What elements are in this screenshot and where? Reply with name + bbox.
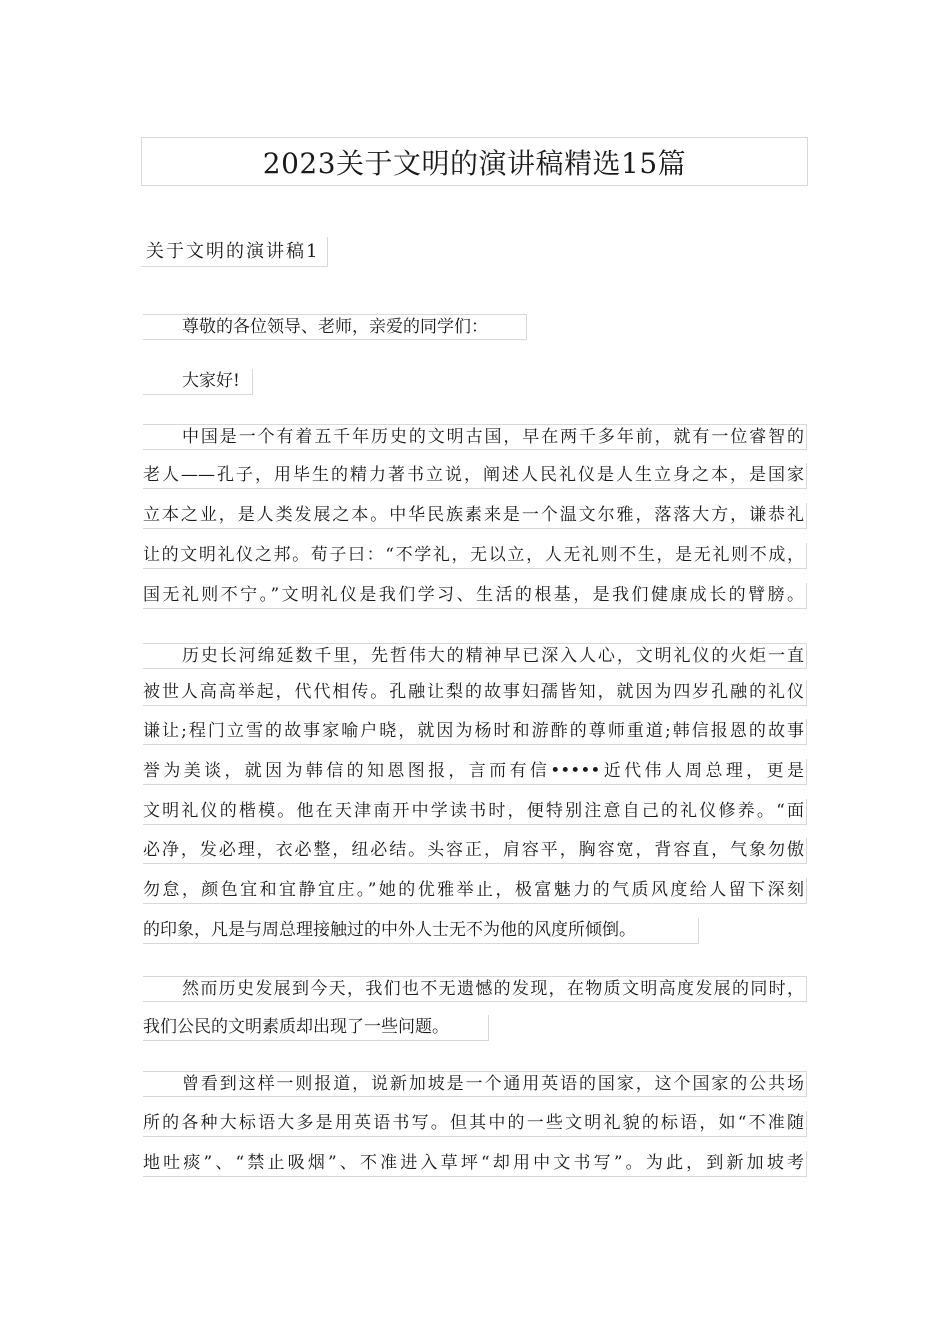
greeting-line: 尊敬的各位领导、老师，亲爱的同学们： xyxy=(143,314,527,340)
paragraph-1-line-3: 立本之业，是人类发展之本。中华民族素来是一个温文尔雅，落落大方，谦恭礼 xyxy=(143,503,807,529)
document-title: 2023关于文明的演讲稿精选15篇 xyxy=(262,146,687,180)
paragraph-4-line-2: 所的各种大标语大多是用英语书写。但其中的一些文明礼貌的标语，如“不准随 xyxy=(143,1111,807,1137)
paragraph-1-line-2: 老人——孔子，用毕生的精力著书立说，阐述人民礼仪是人生立身之本，是国家 xyxy=(143,463,807,489)
paragraph-2-line-5: 文明礼仪的楷模。他在天津南开中学读书时，便特别注意自己的礼仪修养。“面 xyxy=(143,799,807,825)
paragraph-4-line-3: 地吐痰”、“禁止吸烟”、不准进入草坪“却用中文书写”。为此，到新加坡考 xyxy=(143,1151,807,1177)
paragraph-1-line-4: 让的文明礼仪之邦。荀子曰：“不学礼，无以立，人无礼则不生，是无礼则不成， xyxy=(143,543,807,569)
paragraph-2-line-6: 必净，发必理，衣必整，纽必结。头容正，肩容平，胸容宽，背容直，气象勿傲 xyxy=(143,838,807,864)
document-title-box xyxy=(141,137,808,186)
hello-line: 大家好! xyxy=(143,369,253,395)
paragraph-3-line-2: 我们公民的文明素质却出现了一些问题。 xyxy=(143,1015,489,1041)
paragraph-2-line-1: 历史长河绵延数千里，先哲伟大的精神早已深入人心，文明礼仪的火炬一直 xyxy=(143,643,807,669)
paragraph-2-line-4: 誉为美谈，就因为韩信的知恩图报，言而有信•••••近代伟人周总理，更是 xyxy=(143,759,807,785)
section-heading: 关于文明的演讲稿1 xyxy=(141,237,328,267)
paragraph-3-line-1: 然而历史发展到今天，我们也不无遗憾的发现，在物质文明高度发展的同时， xyxy=(143,976,807,1002)
paragraph-1-line-5: 国无礼则不宁。”文明礼仪是我们学习、生活的根基，是我们健康成长的臂膀。 xyxy=(143,583,807,609)
paragraph-2-line-2: 被世人高高举起，代代相传。孔融让梨的故事妇孺皆知，就因为四岁孔融的礼仪 xyxy=(143,680,807,706)
paragraph-4-line-1: 曾看到这样一则报道，说新加坡是一个通用英语的国家，这个国家的公共场 xyxy=(143,1071,807,1097)
paragraph-2-line-7: 勿怠，颜色宜和宜静宜庄。”她的优雅举止，极富魅力的气质风度给人留下深刻 xyxy=(143,878,807,904)
paragraph-2-line-3: 谦让;程门立雪的故事家喻户晓，就因为杨时和游酢的尊师重道;韩信报恩的故事 xyxy=(143,719,807,745)
paragraph-1-line-1: 中国是一个有着五千年历史的文明古国，早在两千多年前，就有一位睿智的 xyxy=(143,424,807,450)
paragraph-2-line-8: 的印象，凡是与周总理接触过的中外人士无不为他的风度所倾倒。 xyxy=(143,918,699,944)
